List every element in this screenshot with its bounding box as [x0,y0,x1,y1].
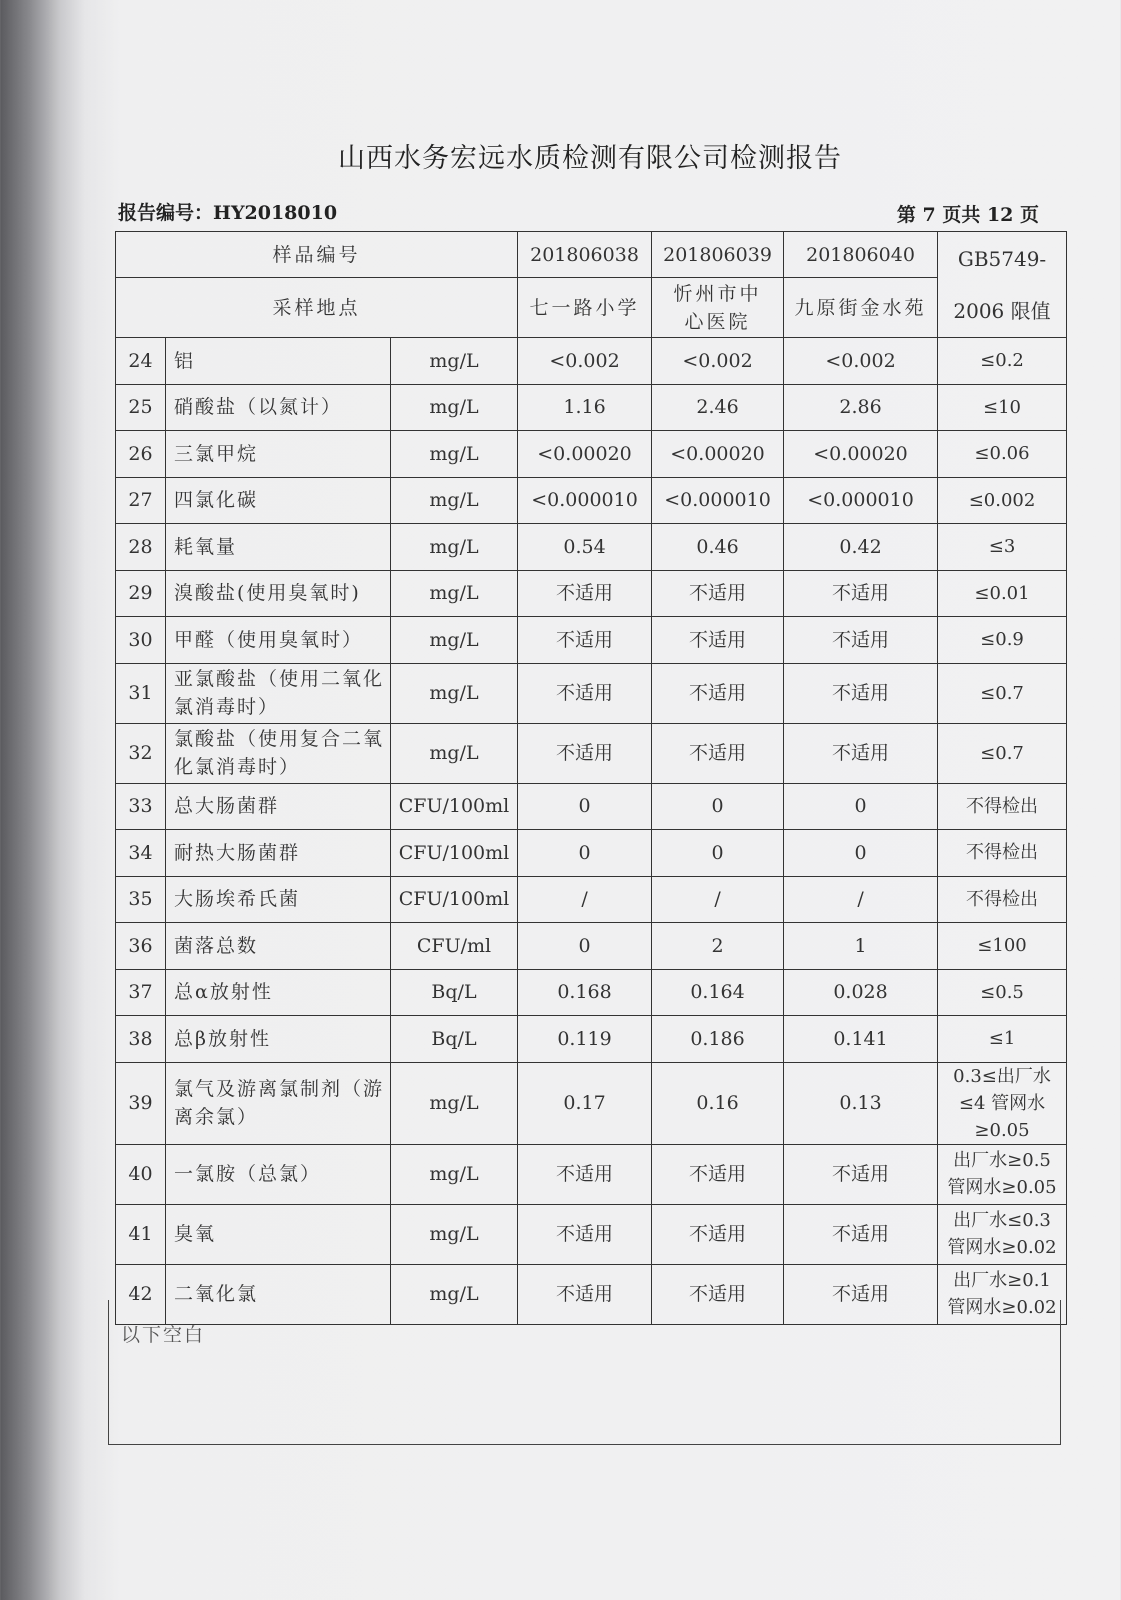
value: 0 [518,830,652,877]
unit: mg/L [391,384,518,431]
footer-note: 以下空白 [121,1324,206,1346]
item-name: 一氯胺（总氯） [166,1144,391,1204]
value: 0.168 [518,969,652,1016]
row-number: 32 [116,723,166,783]
sample-site: 九原街金水苑 [784,278,938,338]
limit-header-line1: GB5749- [957,246,1047,271]
value: 0 [652,783,784,830]
value: 2.86 [784,384,938,431]
site-label: 采样地点 [116,278,518,338]
value: 0 [784,783,938,830]
limit: 出厂水≤0.3 管网水≥0.02 [938,1204,1067,1264]
value: / [784,876,938,923]
value: 0.141 [784,1016,938,1063]
unit: mg/L [391,1144,518,1204]
unit: CFU/100ml [391,783,518,830]
value: 不适用 [518,1204,652,1264]
table-row [116,384,1067,431]
table-row [116,969,1067,1016]
table-row [116,876,1067,923]
unit: mg/L [391,477,518,524]
row-number: 25 [116,384,166,431]
item-name: 总β放射性 [166,1016,391,1063]
value: 2.46 [652,384,784,431]
table-row [116,1144,1067,1204]
item-name: 硝酸盐（以氮计） [166,384,391,431]
unit: mg/L [391,723,518,783]
value: 不适用 [784,723,938,783]
value: 1 [784,923,938,970]
row-number: 41 [116,1204,166,1264]
table-row [116,1204,1067,1264]
value: 0.16 [652,1062,784,1144]
value: 不适用 [784,570,938,617]
value: 0 [784,830,938,877]
value: <0.00020 [518,431,652,478]
value: 0.46 [652,524,784,571]
item-name: 总α放射性 [166,969,391,1016]
item-name: 氯气及游离氯制剂（游离余氯） [166,1062,391,1144]
limit: ≤1 [938,1016,1067,1063]
row-number: 34 [116,830,166,877]
sample-id: 201806040 [784,232,938,278]
unit: mg/L [391,1204,518,1264]
limit-header-line2: 2006 限值 [953,298,1051,323]
item-name: 亚氯酸盐（使用二氧化氯消毒时） [166,663,391,723]
item-name: 二氧化氯 [166,1264,391,1324]
value: 不适用 [518,570,652,617]
item-name: 四氯化碳 [166,477,391,524]
item-name: 耐热大肠菌群 [166,830,391,877]
value: 0 [518,923,652,970]
value: 0.42 [784,524,938,571]
value: <0.000010 [652,477,784,524]
unit: Bq/L [391,1016,518,1063]
value: <0.002 [518,338,652,385]
table-row [116,663,1067,723]
table-row [116,431,1067,478]
value: 不适用 [652,570,784,617]
value: 不适用 [518,1144,652,1204]
table-row [116,1016,1067,1063]
limit: 不得检出 [938,783,1067,830]
header-row-site [116,278,1067,338]
results-table [115,231,1067,1325]
limit-header [938,232,1067,338]
value: 0 [518,783,652,830]
limit: 不得检出 [938,830,1067,877]
limit: ≤0.5 [938,969,1067,1016]
item-name: 甲醛（使用臭氧时） [166,617,391,664]
value: 0.164 [652,969,784,1016]
page-number: 第 7 页共 12 页 [896,204,1039,226]
limit: ≤0.7 [938,723,1067,783]
limit: 出厂水≥0.5 管网水≥0.05 [938,1144,1067,1204]
table-row [116,524,1067,571]
value: 不适用 [518,1264,652,1324]
unit: CFU/ml [391,923,518,970]
unit: mg/L [391,1062,518,1144]
item-name: 菌落总数 [166,923,391,970]
value: 0.186 [652,1016,784,1063]
table-row [116,783,1067,830]
value: 不适用 [652,1144,784,1204]
item-name: 铝 [166,338,391,385]
value: <0.00020 [652,431,784,478]
value: 0.17 [518,1062,652,1144]
item-name: 大肠埃希氏菌 [166,876,391,923]
limit: ≤0.06 [938,431,1067,478]
value: 不适用 [518,663,652,723]
value: 不适用 [784,1144,938,1204]
row-number: 36 [116,923,166,970]
limit: ≤0.002 [938,477,1067,524]
value: <0.000010 [784,477,938,524]
item-name: 总大肠菌群 [166,783,391,830]
row-number: 29 [116,570,166,617]
row-number: 26 [116,431,166,478]
unit: mg/L [391,1264,518,1324]
value: 不适用 [784,617,938,664]
row-number: 31 [116,663,166,723]
sample-site: 忻州市中心医院 [652,278,784,338]
unit: Bq/L [391,969,518,1016]
row-number: 27 [116,477,166,524]
value: <0.00020 [784,431,938,478]
value: <0.000010 [518,477,652,524]
row-number: 28 [116,524,166,571]
row-number: 42 [116,1264,166,1324]
value: 不适用 [784,1204,938,1264]
row-number: 30 [116,617,166,664]
table-row [116,830,1067,877]
unit: mg/L [391,570,518,617]
row-number: 35 [116,876,166,923]
row-number: 24 [116,338,166,385]
row-number: 39 [116,1062,166,1144]
value: 不适用 [518,723,652,783]
sample-id: 201806038 [518,232,652,278]
unit: mg/L [391,663,518,723]
report-title: 山西水务宏远水质检测有限公司检测报告 [338,143,842,174]
row-number: 37 [116,969,166,1016]
limit: ≤10 [938,384,1067,431]
limit: ≤3 [938,524,1067,571]
value: 不适用 [784,663,938,723]
table-row [116,570,1067,617]
limit: ≤0.9 [938,617,1067,664]
value: 不适用 [652,1204,784,1264]
table-row [116,338,1067,385]
limit: 出厂水≥0.1 管网水≥0.02 [938,1264,1067,1324]
header-row-sample-no [116,232,1067,278]
item-name: 溴酸盐(使用臭氧时) [166,570,391,617]
table-row [116,1062,1067,1144]
value: 不适用 [652,617,784,664]
value: / [518,876,652,923]
value: 不适用 [652,723,784,783]
item-name: 氯酸盐（使用复合二氧化氯消毒时） [166,723,391,783]
unit: CFU/100ml [391,830,518,877]
limit: ≤0.2 [938,338,1067,385]
value: 不适用 [652,663,784,723]
sample-no-label: 样品编号 [116,232,518,278]
unit: mg/L [391,338,518,385]
value: <0.002 [652,338,784,385]
value: 0.54 [518,524,652,571]
table-row [116,923,1067,970]
item-name: 臭氧 [166,1204,391,1264]
unit: mg/L [391,524,518,571]
item-name: 三氯甲烷 [166,431,391,478]
value: / [652,876,784,923]
limit: 0.3≤出厂水≤4 管网水≥0.05 [938,1062,1067,1144]
value: <0.002 [784,338,938,385]
limit: ≤100 [938,923,1067,970]
table-row [116,477,1067,524]
row-number: 40 [116,1144,166,1204]
limit: 不得检出 [938,876,1067,923]
table-row [116,723,1067,783]
unit: mg/L [391,431,518,478]
value: 不适用 [652,1264,784,1324]
report-number: 报告编号：HY2018010 [118,202,338,224]
unit: mg/L [391,617,518,664]
sample-id: 201806039 [652,232,784,278]
table-row [116,617,1067,664]
row-number: 38 [116,1016,166,1063]
value: 1.16 [518,384,652,431]
blank-area [108,1300,1061,1445]
value: 0.13 [784,1062,938,1144]
value: 不适用 [518,617,652,664]
limit: ≤0.01 [938,570,1067,617]
value: 0.028 [784,969,938,1016]
limit: ≤0.7 [938,663,1067,723]
value: 0.119 [518,1016,652,1063]
unit: CFU/100ml [391,876,518,923]
value: 不适用 [784,1264,938,1324]
value: 0 [652,830,784,877]
value: 2 [652,923,784,970]
item-name: 耗氧量 [166,524,391,571]
sample-site: 七一路小学 [518,278,652,338]
row-number: 33 [116,783,166,830]
